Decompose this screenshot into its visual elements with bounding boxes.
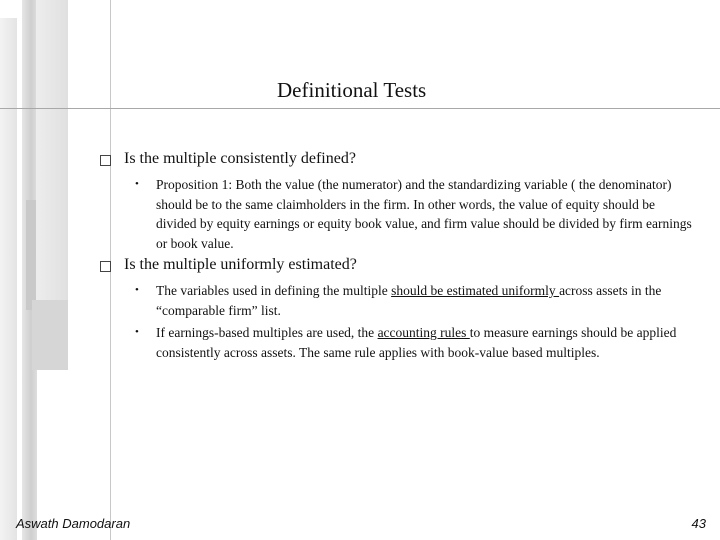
sub-bullet-text: The variables used in defining the multiple should be estimated uniformly across assets in the “comparable firm” list. <box>156 283 662 318</box>
bullet-text: Is the multiple uniformly estimated? <box>124 256 357 273</box>
bullet-item <box>100 150 356 168</box>
bullet-item <box>100 256 357 274</box>
sub-bullet-item <box>135 281 695 320</box>
title-divider <box>0 108 720 109</box>
page-number: 43 <box>691 516 706 531</box>
checkbox-bullet-icon <box>100 261 111 272</box>
bullet-text: Is the multiple consistently defined? <box>124 150 356 167</box>
slide-title: Definitional Tests <box>277 78 427 102</box>
footer-author: Aswath Damodaran <box>16 516 131 531</box>
bullet-dot-icon: • <box>135 326 139 338</box>
decorative-bar <box>32 300 68 370</box>
underlined-phrase: should be estimated uniformly <box>391 283 560 298</box>
sub-bullet-text: Proposition 1: Both the value (the numerator) and the standardizing variable ( the denominator) should be to the same claimholders in the firm. In other words, the value of equity should be divided by equity earnings or equity book value, and firm value should be divided by firm earnings or book value. <box>156 177 692 251</box>
checkbox-bullet-icon <box>100 155 111 166</box>
sub-bullet-item <box>135 323 695 362</box>
bullet-dot-icon: • <box>135 178 139 190</box>
bullet-dot-icon: • <box>135 284 139 296</box>
sub-bullet-text: If earnings-based multiples are used, the accounting rules to measure earnings should be applied consistently across assets. The same rule applies with book-value based multiples. <box>156 325 677 360</box>
underlined-phrase: accounting rules <box>377 325 470 340</box>
decorative-bar <box>0 18 17 540</box>
sub-bullet-item <box>135 175 695 253</box>
decorative-bar <box>26 200 36 310</box>
